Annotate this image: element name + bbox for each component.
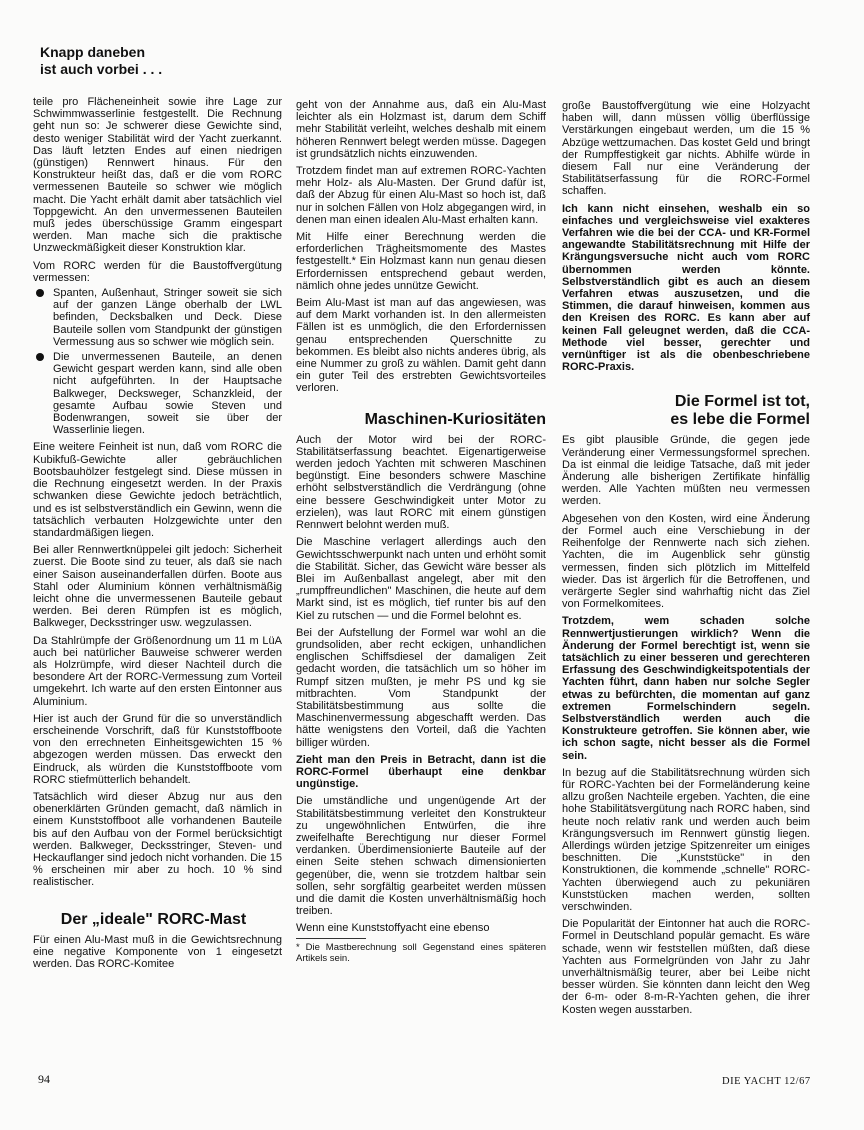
section-heading	[562, 393, 810, 429]
paragraph: Für einen Alu-Mast muß in die Gewichtsrechnung eine negative Komponente von 1 eingesetzt werden. Das RORC-Komitee	[33, 933, 282, 970]
paragraph: Zieht man den Preis in Betracht, dann ist die RORC-Formel überhaupt eine denkbar ungünstige.	[296, 753, 546, 791]
paragraph: teile pro Flächeneinheit sowie ihre Lage zur Schwimmwasserlinie festgestellt. Die Rechnung geht nun so: Je schwerer diese Gewichte sind, desto weniger Stabilität wird der Yacht zuerkannt. Das läuft letzten Endes auf einen niedrigen (günstigen) Rennwert hinaus. Für den Konstrukteur heißt das, daß er die vom RORC vermessenen Bauteile so schwer wie möglich macht. Die Yacht erhält damit aber tatsächlich viel Toppgewicht. An den unvermessenen Bauteilen muß jedes überschüssige Gramm eingespart werden. Man mache sich die praktische Unzweckmäßigkeit dieser Konstruktion klar.	[33, 96, 282, 255]
column-2	[296, 99, 546, 964]
paragraph: Die Maschine verlagert allerdings auch den Gewichtsschwerpunkt nach unten und erhöht somit die Stabilität. Sicher, das Gewicht wäre besser als Blei im Außenballast angelegt, aber mit den „rumpffreundlichen" Maschinen, die heute auf dem Markt sind, ist es möglich, tief runter bis auf den Kiel zu rutschen — und die Formel belohnt es.	[296, 536, 546, 622]
paragraph: Hier ist auch der Grund für die so unverständlich erscheinende Vorschrift, daß für Kunststoffboote von den errechneten Einheitsgewichten 15 % abgezogen werden müssen. Das erweckt den Eindruck, als würden die Kunststoffboote vom RORC stiefmütterlich behandelt.	[33, 712, 282, 786]
section-heading: Der „ideale" RORC-Mast	[60, 910, 247, 928]
paragraph: Trotzdem, wem schaden solche Rennwertjustierungen wirklich? Wenn die Änderung der Formel berechtigt ist, wenn sie tatsächlich zu einer besseren und gerechteren Erfassung des Geschwindigkeitspotentials der Yachten führt, dann haben nur solche Segler etwas zu befürchten, die momentan auf ganz extremen Formelschindern segeln. Selbstverständlich werden auch die Konstrukteure getroffen. Sie können aber, wie ich schon sagte, nicht besser als die Formel sein.	[562, 615, 810, 762]
footnote: * Die Mastberechnung soll Gegenstand eines späteren Artikels sein.	[296, 941, 546, 964]
paragraph: Mit Hilfe einer Berechnung werden die erforderlichen Trägheitsmomente des Mastes festgestellt.* Ein Holzmast kann nun genau diesen Erfordernissen entsprechend gebaut werden, nämlich ohne jedes unnütze Gewicht.	[296, 231, 546, 292]
paragraph: große Baustoffvergütung wie eine Holzyacht haben will, dann müssen völlig überflüssige Verstärkungen eingebaut werden, um die 15 % Abzüge wettzumachen. Das kostet Geld und bringt der Rumpffestigkeit gar nichts. Abhilfe würde in diesem Fall nur eine Veränderung der Stabilitätserfassung für die RORC-Formel schaffen.	[562, 100, 810, 198]
paragraph: Vom RORC werden für die Baustoffvergütung vermessen:	[33, 259, 282, 284]
heading-line-1: Die Formel ist tot,	[674, 393, 810, 411]
paragraph: In bezug auf die Stabilitätsrechnung würden sich für RORC-Yachten bei der Formeländerung keine allzu großen Nachteile ergeben. Yachten, die eine hohe Stabilitätsvergütung nach RORC haben, sind heute noch relativ rank und werden auch beim Krängungsversuch im Rennwert günstig liegen. Allerdings würden jetzige Spitzenreiter um einiges beschnitten. Die „Kunststücke" in den Konstruktionen, die kommende „schnelle" RORC-Yachten überwiegend auch zu pekuniären Kunststücken machen werden, sollten verschwinden.	[562, 766, 810, 913]
paragraph: Trotzdem findet man auf extremen RORC-Yachten mehr Holz- als Alu-Masten. Der Grund dafür ist, daß der Abzug für einen Alu-Mast so hoch ist, daß nur in solchen Fällen von Holz abgegangen wird, in denen man einen idealen Alu-Mast erhalten kann.	[296, 165, 546, 226]
paragraph: Die umständliche und ungenügende Art der Stabilitätsbestimmung verleitet den Konstrukteur zu ungewöhnlichen Entwürfen, die ihre zweifelhafte Berechtigung nur dieser Formel verdanken. Überdimensionierte Bauteile auf der einen Seite stehen schwach dimensionierten gegenüber, die, wenn sie trotzdem haltbar sein sollen, sehr sorgfältig gearbeitet werden müssen und die damit die Kosten unverhältnismäßig hoch treiben.	[296, 795, 546, 918]
paragraph: Wenn eine Kunststoffyacht eine ebenso	[296, 922, 490, 935]
kicker-line-1: Knapp daneben	[40, 44, 146, 60]
list-item: Spanten, Außenhaut, Stringer soweit sie sich auf der ganzen Länge oberhalb der LWL befinden, Decksbalken und Deck. Diese Bauteile sollen vom Standpunkt der günstigen Vermessung aus so schwer wie möglich sein.	[33, 287, 282, 348]
paragraph: Es gibt plausible Gründe, die gegen jede Veränderung einer Vermessungsformel sprechen. Da ist einmal die leidige Tatsache, daß mit jeder Änderung alle bisherigen Zertifikate hinfällig werden. Alle Yachten müßten neu vermessen werden.	[562, 434, 810, 508]
paragraph: Da Stahlrümpfe der Größenordnung um 11 m LüA auch bei natürlicher Bauweise schwerer werden als Holzrümpfe, wird dieser Nachteil durch die besondere Art der RORC-Vermessung zum Vorteil umgekehrt. Ich warte auf den ersten Eintonner aus Aluminium.	[33, 634, 282, 708]
paragraph: Ich kann nicht einsehen, weshalb ein so einfaches und vergleichsweise viel exakteres Verfahren wie die bei der CCA- und KR-Formel angewandte Stabilitätsrechnung mit Hilfe der Krängungsversuche nicht auch vom RORC übernommen werden könnte. Selbstverständlich gibt es auch an diesem Verfahren etwas auszusetzen, und die Stimmen, die darauf hinweisen, kommen aus den Kreisen des RORC. Es kann aber auf keinen Fall geleugnet werden, daß die CCA-Methode viel besser, gerechter und vernünftiger ist als die obenbeschriebene RORC-Praxis.	[562, 202, 810, 374]
paragraph: Eine weitere Feinheit ist nun, daß vom RORC die Kubikfuß-Gewichte aller gebräuchlichen Bootsbauhölzer festgelegt sind. Diese müssen in die Rechnung eingesetzt werden. In der Praxis schwanken diese Gewichte jedoch beträchtlich, und es ist selbstverständlich ein Gewinn, wenn die tatsächlich verbauten Holzgewichte unter den standardmäßigen liegen.	[33, 441, 282, 539]
paragraph: Auch der Motor wird bei der RORC-Stabilitätserfassung beachtet. Eigenartigerweise werden jedoch Yachten mit schweren Maschinen begünstigt. Eine besonders schwere Maschine erhöht selbstverständlich die Verdrängung (ohne eine bessere Geschwindigkeit unter Motor zu erzielen), was laut RORC mit einem günstigen Rennwert belohnt werden muß.	[296, 433, 546, 532]
bullet-list	[33, 287, 282, 436]
paragraph: Bei aller Rennwertknüppelei gilt jedoch: Sicherheit zuerst. Die Boote sind zu teuer, als daß sie nach einer Saison auseinanderfallen dürfen. Boote aus Stahl oder Aluminium können verhältnismäßig leicht ohne die unvermessenen Bauteile gebaut werden. Bei deren Rümpfen ist es möglich, Balkweger, Decksstringer usw. wegzulassen.	[33, 544, 282, 630]
column-3	[562, 100, 810, 1021]
paragraph: Bei der Aufstellung der Formel war wohl an die grundsoliden, aber recht eckigen, unhandlichen englischen Schiffsdiesel der damaligen Zeit gedacht worden, die tatsächlich um so höher im Rumpf sitzen mußten, je mehr PS und kg sie mitbrachten. Vom Standpunkt der Stabilitätsbestimmung aus sollte die Maschinenvermessung abgeschafft werden. Das hätte wenigstens den Vorteil, daß die Yachten billiger würden.	[296, 626, 546, 749]
paragraph: Die Popularität der Eintonner hat auch die RORC-Formel in Deutschland populär gemacht. Es wäre schade, wenn wir feststellen müßten, daß diese Yachten aus Formelgründen von Jahr zu Jahr unverhältnismäßig teurer, aber bei Leibe nicht besser würden. Sie könnten dann leicht den Weg der 6-m- oder 8-m-R-Yachten gehen, die ihrer Kosten wegen ausstarben.	[562, 918, 810, 1016]
footnote-divider	[296, 938, 366, 939]
paragraph: Abgesehen von den Kosten, wird eine Änderung der Formel auch eine Verschiebung in der Reihenfolge der Rennwerte nach sich ziehen. Yachten, die im Augenblick sehr günstig vermessen, finden sich plötzlich im Mittelfeld wieder. Das ist ärgerlich für die Betroffenen, und verärgerte Segler sind wahrhaftig nicht das Ziel von Formelkomitees.	[562, 512, 810, 611]
magazine-issue: DIE YACHT 12/67	[722, 1076, 811, 1087]
paragraph: geht von der Annahme aus, daß ein Alu-Mast leichter als ein Holzmast ist, darum dem Schiff mehr Stabilität verleiht, welches deshalb mit einem höheren Rennwert belegt werden müsse. Dagegen ist grundsätzlich nichts einzuwenden.	[296, 99, 546, 160]
list-item: Die unvermessenen Bauteile, an denen Gewicht gespart werden kann, sind alle oben nicht aufgeführten. In der Hauptsache Balkweger, Decksweger, Schanzkleid, der gesamte Aufbau sowie Steven und Bodenwrangen, soweit sie über der Wasserlinie liegen.	[33, 351, 282, 436]
heading-line-2: es lebe die Formel	[670, 411, 810, 429]
paragraph: Tatsächlich wird dieser Abzug nur aus den obenerklärten Gründen gemacht, daß nämlich in einem Kunststoffboot alle vorhandenen Bauteile bis auf den Aufbau von der Formel berücksichtigt werden. Balkweger, Decksstringer, Steven- und Heckauflanger sind jedoch nicht vorhanden. Die 15 % erscheinen mir aber zu hoch. 10 % sind realistischer.	[33, 790, 282, 889]
page-number: 94	[38, 1072, 50, 1086]
article-kicker	[40, 44, 162, 78]
paragraph: Beim Alu-Mast ist man auf das angewiesen, was auf dem Markt vorhanden ist. In den allermeisten Fällen ist es unmöglich, die den Erfordernissen genau entsprechenden Querschnitte zu bekommen. Es bleibt also nichts anderes übrig, als eine Nummer zu groß zu wählen. Damit geht dann ein guter Teil des erstrebten Gewichtsvorteiles verloren.	[296, 297, 546, 395]
section-heading: Maschinen-Kuriositäten	[364, 410, 546, 428]
kicker-line-2: ist auch vorbei . . .	[40, 61, 163, 77]
column-1	[33, 96, 282, 975]
